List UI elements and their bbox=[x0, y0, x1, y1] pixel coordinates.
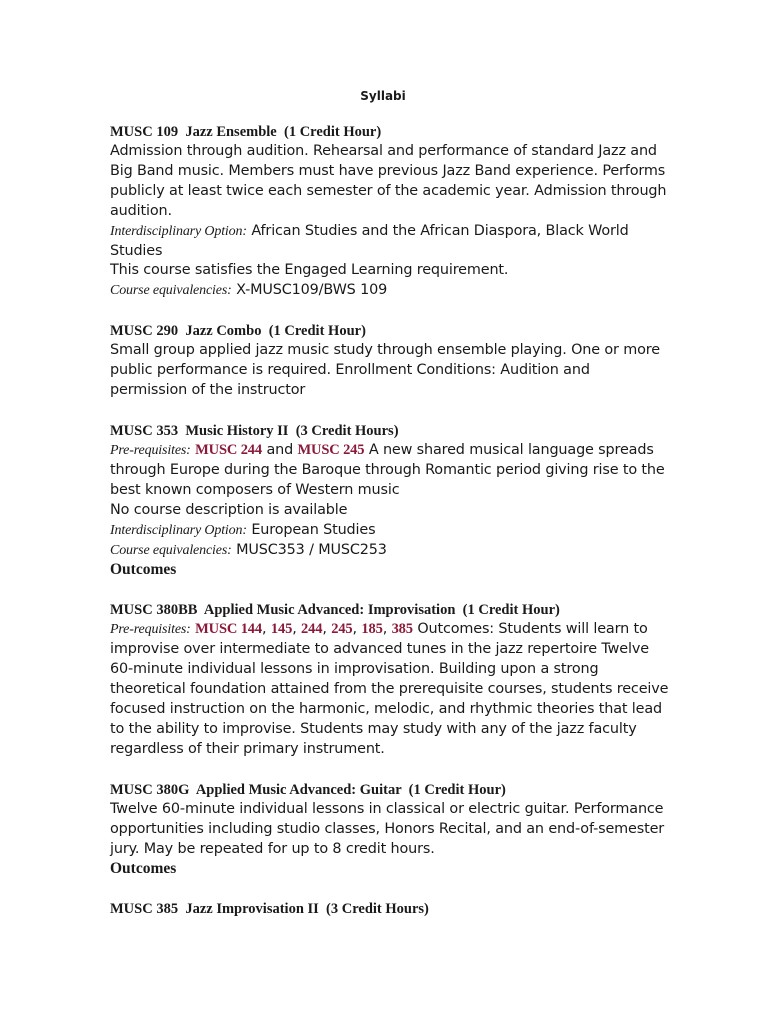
page-title: Syllabi bbox=[360, 89, 406, 103]
equivalencies-label: Course equivalencies: bbox=[110, 283, 232, 299]
interdisciplinary-value: African Studies and the African Diaspora, Black World Studies bbox=[110, 222, 629, 259]
prereq-label: Pre-requisites: bbox=[110, 442, 191, 458]
course-heading bbox=[110, 780, 670, 800]
course-heading bbox=[110, 421, 670, 441]
prereq-and: and bbox=[266, 441, 294, 458]
prereq-link-145[interactable]: 145 bbox=[270, 621, 293, 638]
course-musc-353 bbox=[110, 421, 670, 580]
course-credits: (1 Credit Hour) bbox=[284, 124, 382, 140]
course-heading bbox=[110, 321, 670, 341]
course-musc-380bb bbox=[110, 600, 670, 759]
prereq-link-245[interactable]: 245 bbox=[331, 621, 353, 638]
equivalencies-label: Course equivalencies: bbox=[110, 542, 232, 558]
prereq-link-musc-144[interactable]: MUSC 144 bbox=[195, 621, 263, 638]
prereq-link-185[interactable]: 185 bbox=[361, 621, 383, 638]
course-musc-109 bbox=[110, 122, 670, 301]
course-credits: (3 Credit Hours) bbox=[295, 422, 399, 439]
prereq-link-244[interactable]: 244 bbox=[301, 621, 323, 638]
course-credits: (1 Credit Hour) bbox=[408, 781, 506, 798]
course-code: MUSC 109 bbox=[110, 124, 179, 140]
equivalencies-value: X-MUSC109/BWS 109 bbox=[236, 282, 388, 299]
course-note: No course description is available bbox=[110, 501, 348, 518]
course-description: Twelve 60-minute individual lessons in classical or electric guitar. Performance opportunities including studio classes, Honors Recital, and an end-of-semester jury. May be repeated for up to 8 credit hours. bbox=[110, 800, 665, 857]
interdisciplinary-option bbox=[110, 521, 670, 541]
course-heading bbox=[110, 899, 670, 919]
course-musc-380g bbox=[110, 780, 670, 880]
prereq-link-musc-244[interactable]: MUSC 244 bbox=[195, 441, 263, 458]
course-prereq-description: Pre-requisites: MUSC 144, 145, 244, 245, 185, 385 Outcomes: Students will learn to improvise over intermediate to advanced tunes in the jazz repertoire Twelve 60-minute individual lessons in improvisation. Building upon a strong theoretical foundation attained from the prerequisite courses, students receive focused instruction on the harmonic, melodic, and rhythmic theories that lead to the ability to improvise. Students may study with any of the jazz faculty regardless of their primary instrument. bbox=[110, 621, 669, 757]
course-code: MUSC 380G bbox=[110, 781, 190, 798]
course-credits: (1 Credit Hour) bbox=[268, 323, 366, 340]
interdisciplinary-value: European Studies bbox=[251, 521, 376, 538]
course-name: Jazz Improvisation II bbox=[185, 901, 319, 918]
prereq-link-musc-245[interactable]: MUSC 245 bbox=[297, 441, 365, 458]
course-musc-290 bbox=[110, 321, 670, 401]
course-description: Outcomes: Students will learn to improvise over intermediate to advanced tunes in the jazz repertoire Twelve 60-minute individual lessons in improvisation. Building upon a strong theoretical foundation attained from the prerequisite courses, students receive focused instruction on the harmonic, melodic, and rhythmic theories that lead to the ability to improvise. Students may study with any of the jazz faculty regardless of their primary instrument. bbox=[110, 621, 669, 757]
course-description: Small group applied jazz music study through ensemble playing. One or more public performance is required. Enrollment Conditions: Audition and permission of the instructor bbox=[110, 342, 660, 399]
course-name: Music History II bbox=[185, 422, 289, 439]
interdisciplinary-label: Interdisciplinary Option: bbox=[110, 522, 247, 538]
course-equivalencies bbox=[110, 541, 670, 561]
interdisciplinary-label: Interdisciplinary Option: bbox=[110, 223, 247, 239]
course-heading bbox=[110, 600, 670, 620]
course-code: MUSC 353 bbox=[110, 422, 179, 439]
course-description: Admission through audition. Rehearsal and performance of standard Jazz and Big Band music. Members must have previous Jazz Band experience. Performs publicly at least twice each semester of the academic year. Admission through audition. bbox=[110, 143, 667, 219]
syllabus-document bbox=[110, 87, 670, 939]
course-code: MUSC 290 bbox=[110, 323, 179, 340]
outcomes-heading: Outcomes bbox=[110, 561, 177, 579]
course-prereq-description bbox=[110, 441, 670, 501]
course-description: A new shared musical language spreads through Europe during the Baroque through Romantic period giving rise to the best known composers of Western music bbox=[110, 441, 665, 498]
course-name: Applied Music Advanced: Improvisation bbox=[203, 602, 456, 619]
course-musc-385 bbox=[110, 899, 670, 919]
course-heading bbox=[110, 122, 670, 142]
outcomes-heading: Outcomes bbox=[110, 860, 177, 878]
course-credits: (3 Credit Hours) bbox=[326, 901, 429, 918]
course-credits: (1 Credit Hour) bbox=[462, 602, 560, 619]
course-name: Applied Music Advanced: Guitar bbox=[195, 781, 402, 798]
prereq-label: Pre-requisites: bbox=[110, 622, 191, 638]
interdisciplinary-option bbox=[110, 222, 670, 262]
course-code: MUSC 385 bbox=[110, 901, 179, 918]
prereq-link-385[interactable]: 385 bbox=[391, 621, 413, 638]
course-equivalencies bbox=[110, 281, 670, 301]
course-name: Jazz Combo bbox=[185, 323, 262, 340]
equivalencies-value: MUSC353 / MUSC253 bbox=[236, 541, 387, 558]
course-code: MUSC 380BB bbox=[110, 602, 198, 619]
course-note: This course satisfies the Engaged Learning requirement. bbox=[110, 262, 509, 279]
course-name: Jazz Ensemble bbox=[185, 124, 277, 140]
